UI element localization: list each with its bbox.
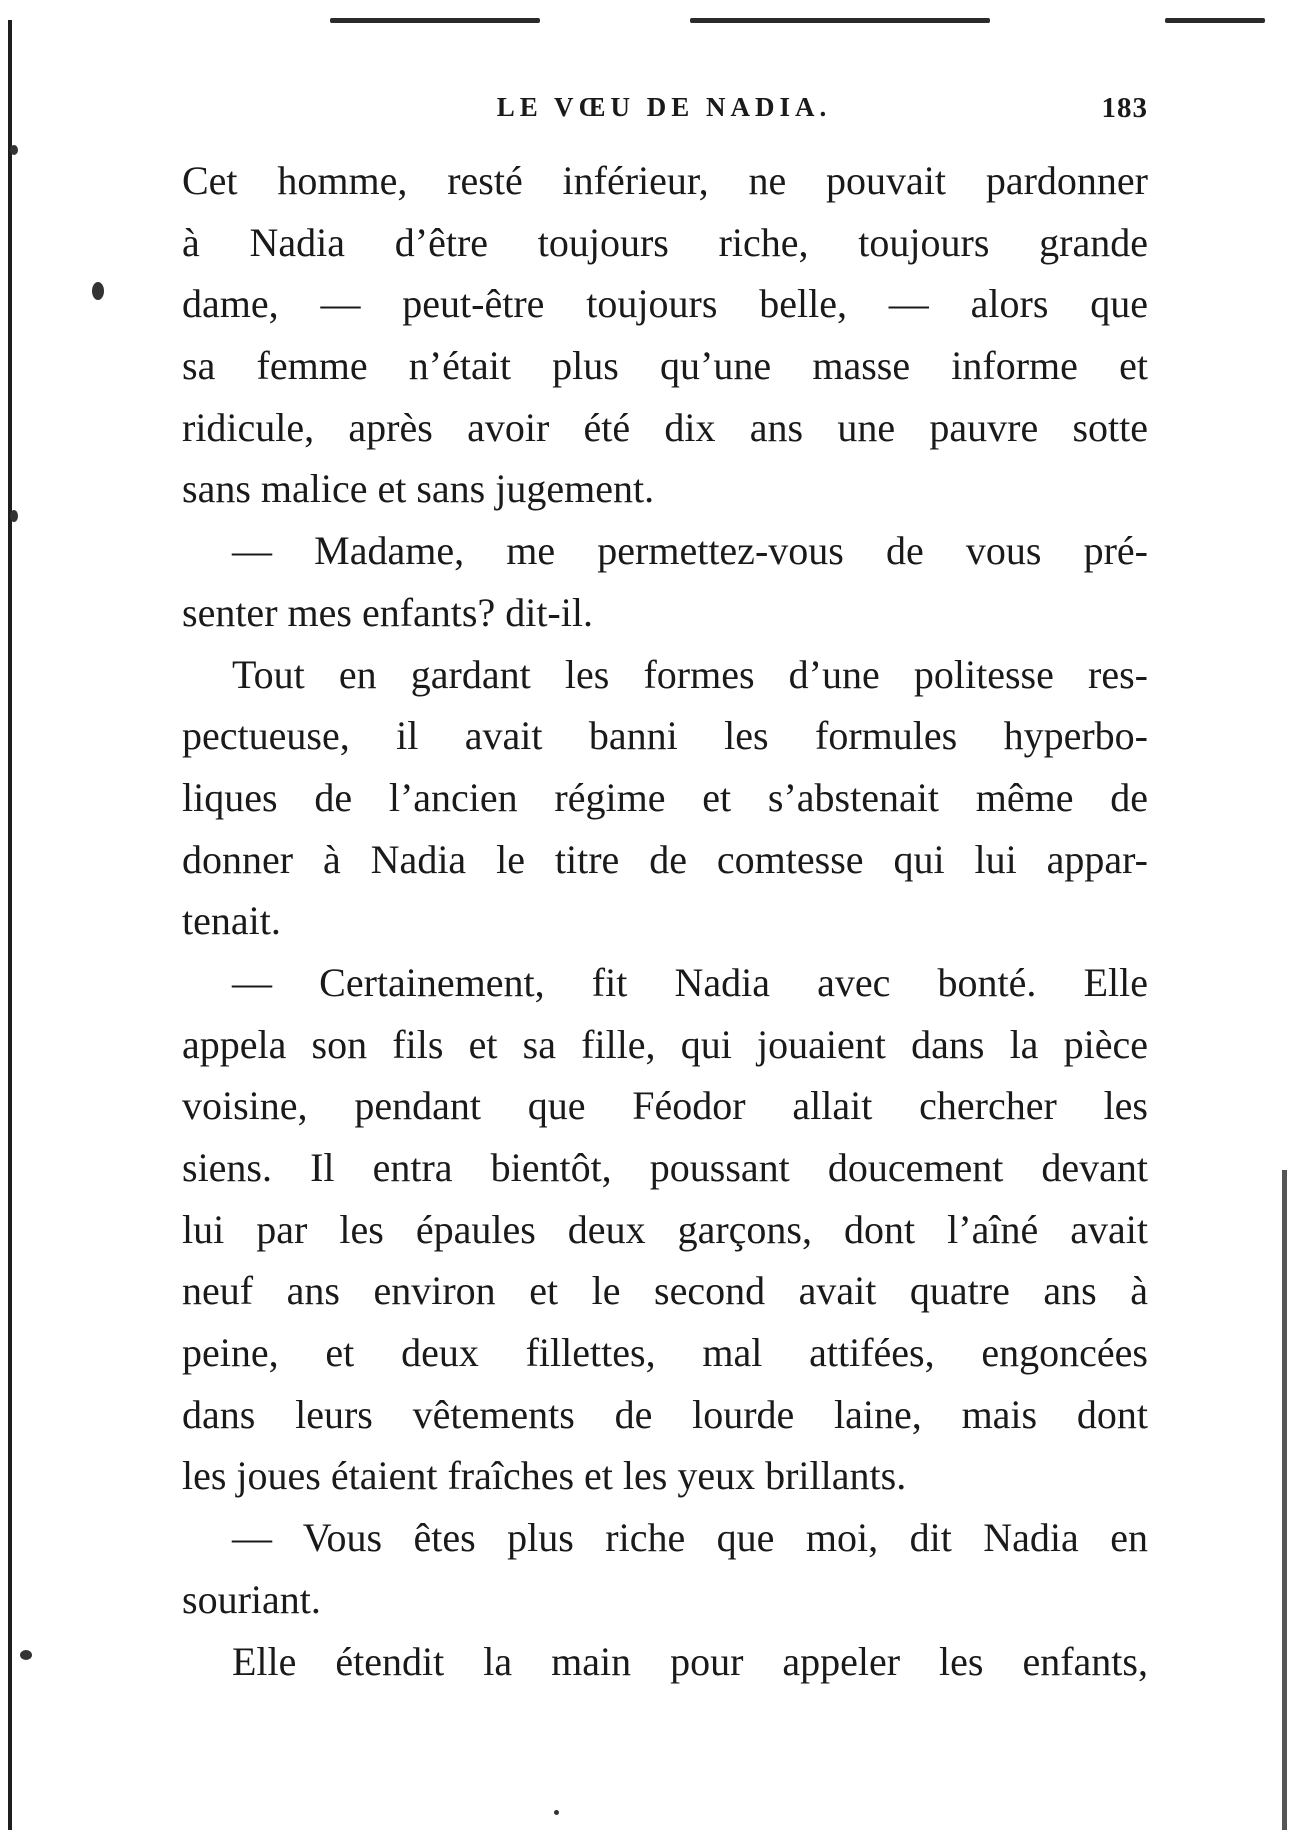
page-number: 183: [1101, 92, 1148, 124]
text-line: Elle étendit la main pour appeler les enfants,: [232, 1638, 1148, 1684]
running-title: LE VŒU DE NADIA.: [496, 92, 832, 122]
text-line: lui par les épaules deux garçons, dont l’aîné avait: [182, 1206, 1148, 1252]
text-line: souriant.: [182, 1576, 321, 1622]
scan-edge-right: [1282, 1170, 1287, 1830]
text-line: à Nadia d’être toujours riche, toujours grande: [182, 219, 1148, 265]
text-line: dame, — peut-être toujours belle, — alors que: [182, 281, 1148, 327]
running-head: [180, 92, 1148, 132]
text-line: appela son fils et sa fille, qui jouaient dans la pièce: [182, 1021, 1148, 1067]
text-line: peine, et deux fillettes, mal attifées, engoncées: [182, 1330, 1148, 1376]
margin-speck: [554, 1810, 559, 1815]
text-line: — Certainement, fit Nadia avec bonté. Elle: [232, 959, 1148, 1005]
margin-speck: [20, 1650, 32, 1660]
top-rule-left: [330, 18, 540, 23]
scan-edge-left: [8, 20, 12, 1830]
text-line: tenait.: [182, 898, 281, 944]
text-line: Cet homme, resté inférieur, ne pouvait pardonner: [182, 158, 1148, 203]
text-line: siens. Il entra bientôt, poussant doucement devant: [182, 1145, 1148, 1190]
text-line: voisine, pendant que Féodor allait chercher les: [182, 1083, 1148, 1129]
text-line: senter mes enfants? dit-il.: [182, 589, 593, 635]
text-line: sa femme n’était plus qu’une masse informe et: [182, 343, 1148, 389]
text-line: Tout en gardant les formes d’une politesse res-: [232, 651, 1148, 697]
text-line: liques de l’ancien régime et s’abstenait même de: [182, 774, 1148, 820]
text-line: pectueuse, il avait banni les formules hyperbo-: [182, 713, 1148, 759]
text-line: — Madame, me permettez-vous de vous pré-: [232, 528, 1148, 574]
margin-speck: [92, 282, 104, 300]
text-line: dans leurs vêtements de lourde laine, mais dont: [182, 1391, 1148, 1437]
margin-speck: [10, 145, 18, 155]
text-line: neuf ans environ et le second avait quatre ans à: [182, 1268, 1148, 1314]
text-line: sans malice et sans jugement.: [182, 466, 655, 512]
text-line: ridicule, après avoir été dix ans une pauvre sotte: [182, 404, 1148, 450]
text-line: donner à Nadia le titre de comtesse qui lui appar-: [182, 836, 1148, 882]
text-line: les joues étaient fraîches et les yeux brillants.: [182, 1453, 907, 1499]
top-rule-center: [690, 18, 990, 23]
margin-speck: [10, 510, 18, 522]
text-line: — Vous êtes plus riche que moi, dit Nadia en: [232, 1515, 1148, 1561]
body-text: [182, 150, 1148, 1692]
top-rule-right: [1165, 18, 1265, 23]
